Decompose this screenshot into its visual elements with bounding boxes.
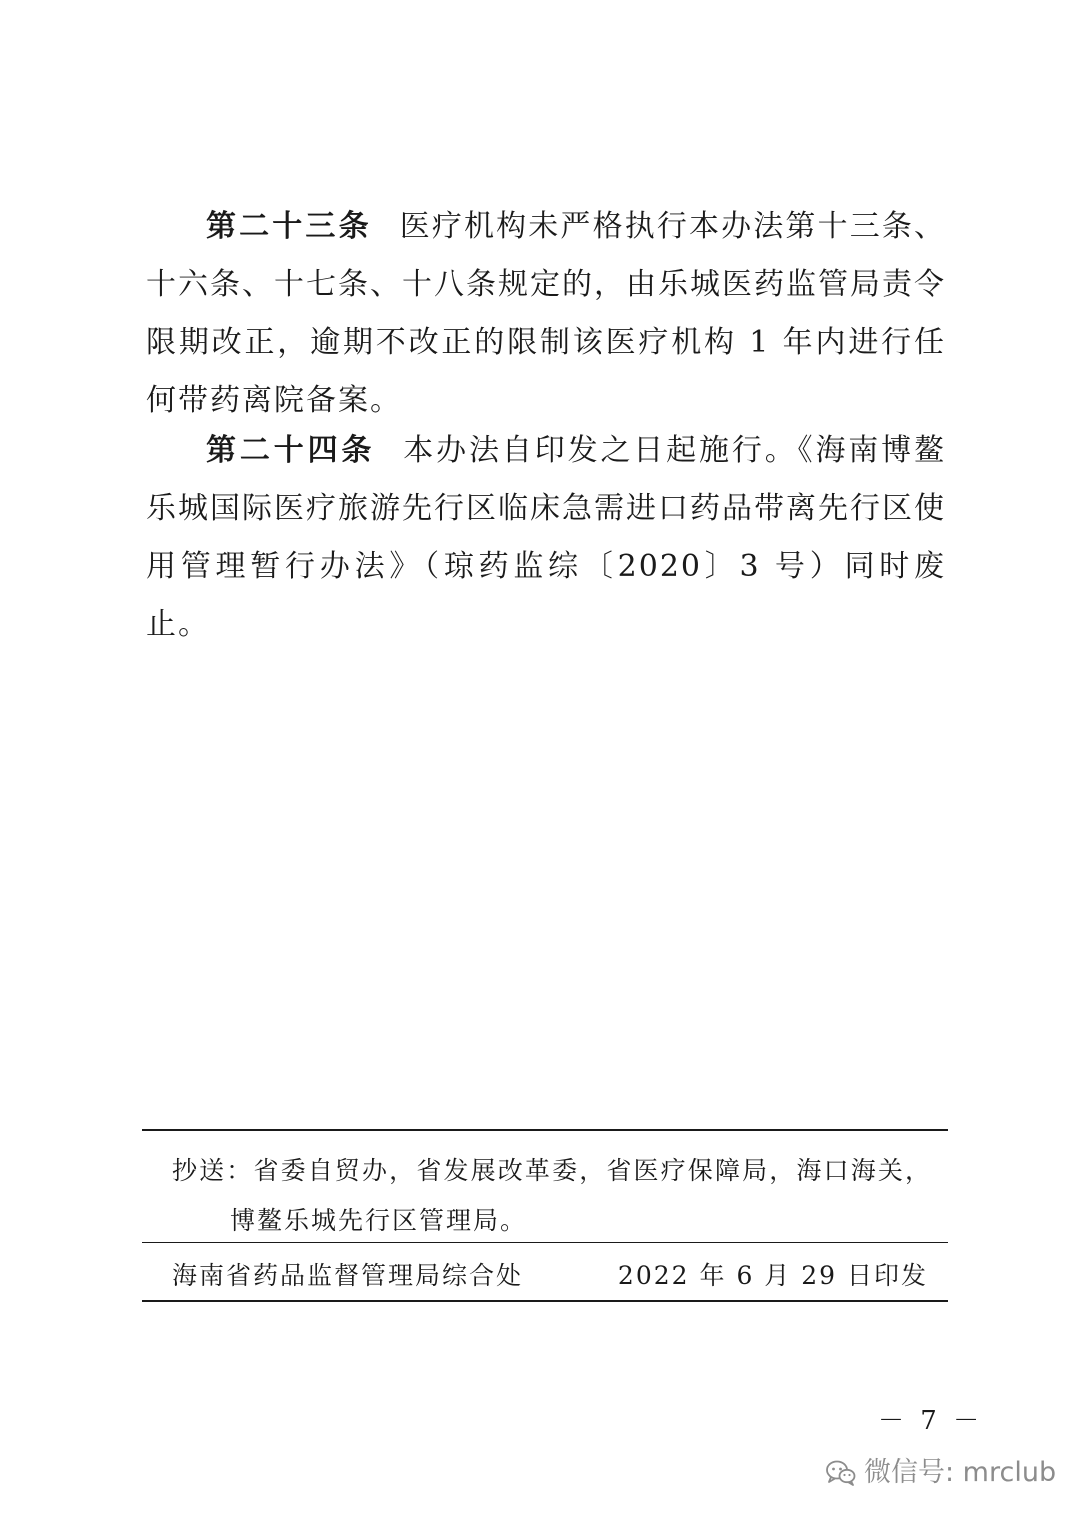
watermark-text: 微信号: mrclub — [864, 1457, 1057, 1488]
wechat-icon — [826, 1460, 856, 1486]
article-24-text: 本办法自印发之日起施行。《海南博鳌乐城国际医疗旅游先行区临床急需进口药品带离先行区使用管理暂行办法》（琼药监综〔2020〕3 号）同时废止。 — [146, 433, 947, 642]
cc-distribution: 抄送：省委自贸办，省发展改革委，省医疗保障局，海口海关，博鳌乐城先行区管理局。 — [172, 1156, 932, 1235]
issuer-row — [172, 1256, 928, 1296]
issuer-office: 海南省药品监督管理局综合处 — [172, 1261, 524, 1290]
footer-rule-top — [142, 1129, 948, 1131]
footer-rule-middle — [142, 1242, 948, 1243]
article-24-label: 第二十四条 — [206, 433, 376, 468]
page-number: － 7 － — [878, 1406, 984, 1436]
article-23 — [146, 198, 946, 430]
article-23-text: 医疗机构未严格执行本办法第十三条、十六条、十七条、十八条规定的，由乐城医药监管局责令限期改正，逾期不改正的限制该医疗机构 1 年内进行任何带药离院备案。 — [146, 209, 947, 418]
footer-rule-bottom — [142, 1300, 948, 1302]
article-24 — [146, 422, 946, 654]
article-23-label: 第二十三条 — [206, 209, 372, 244]
issue-date: 2022 年 6 月 29 日印发 — [617, 1261, 928, 1290]
wechat-watermark — [826, 1455, 1056, 1491]
